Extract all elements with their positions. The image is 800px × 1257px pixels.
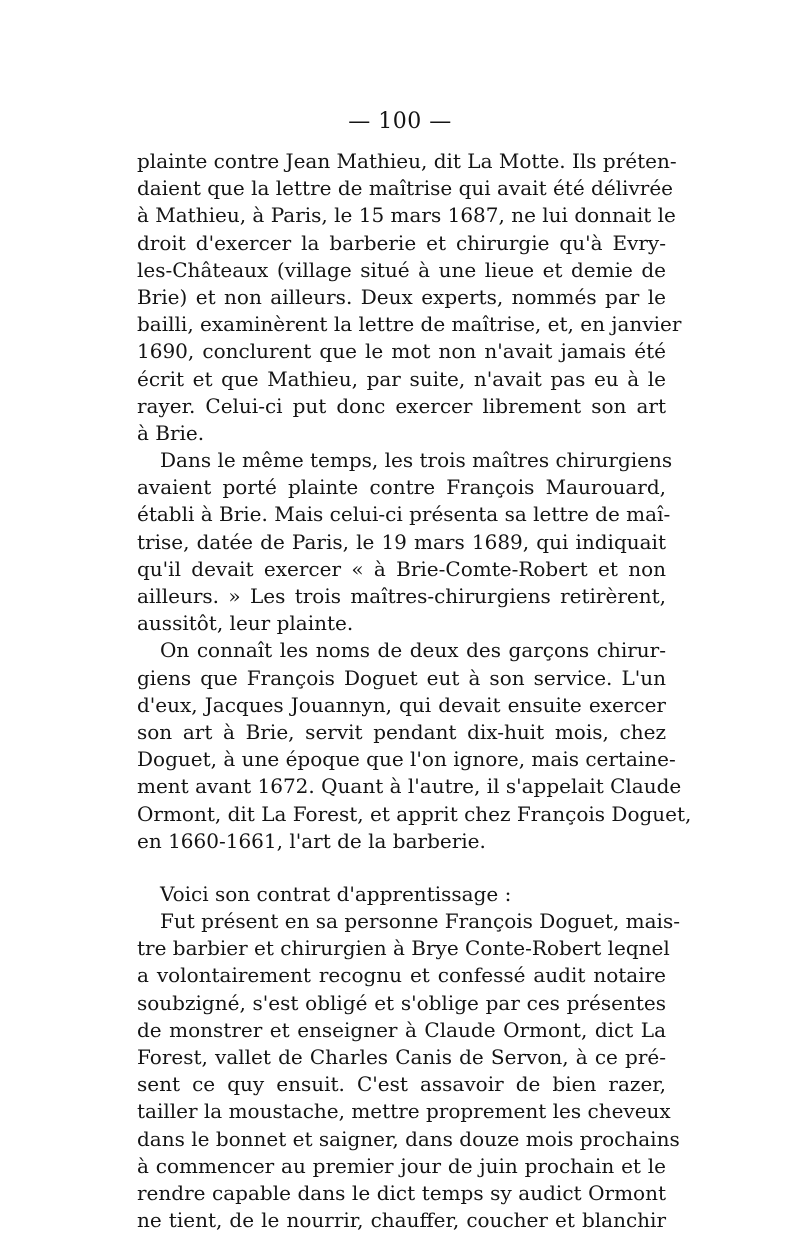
text-line: qu'il devait exercer « à Brie-Comte-Robert et non	[137, 556, 666, 581]
text-line: On connaît les noms de deux des garçons chirur-	[160, 638, 666, 663]
text-line: a volontairement recognu et confessé audit notaire	[137, 963, 666, 988]
paragraph-4	[137, 881, 666, 908]
text-line: Doguet, à une époque que l'on ignore, mais certaine-	[137, 747, 676, 772]
text-line: Fut présent en sa personne François Doguet, mais-	[160, 909, 680, 934]
paragraph-5	[137, 908, 680, 1234]
text-line: bailli, examinèrent la lettre de maîtrise, et, en janvier	[137, 312, 682, 337]
text-line: rendre capable dans le dict temps sy audict Ormont	[137, 1180, 666, 1205]
text-line: aussitôt, leur plainte.	[137, 611, 354, 636]
paragraph-3	[137, 637, 692, 855]
text-line: tre barbier et chirurgien à Brye Conte-Robert leqnel	[137, 936, 670, 961]
body-text	[137, 148, 692, 1234]
text-line: d'eux, Jacques Jouannyn, qui devait ensuite exercer	[137, 692, 666, 717]
page-number: — 100 —	[348, 109, 452, 134]
text-line: droit d'exercer la barberie et chirurgie qu'à Evry-	[137, 230, 666, 255]
text-line: dans le bonnet et saigner, dans douze mois prochains	[137, 1126, 680, 1151]
text-line: 1690, conclurent que le mot non n'avait jamais été	[137, 339, 666, 364]
text-line: en 1660-1661, l'art de la barberie.	[137, 828, 486, 853]
text-line: tailler la moustache, mettre proprement les cheveux	[137, 1099, 671, 1124]
text-line: les-Châteaux (village situé à une lieue et demie de	[137, 257, 666, 282]
text-line: Dans le même temps, les trois maîtres chirurgiens	[160, 448, 673, 473]
text-line: Brie) et non ailleurs. Deux experts, nommés par le	[137, 284, 666, 309]
text-line: établi à Brie. Mais celui-ci présenta sa lettre de maî-	[137, 502, 671, 527]
text-line: sent ce quy ensuit. C'est assavoir de bien razer,	[137, 1072, 666, 1097]
text-line: de monstrer et enseigner à Claude Ormont, dict La	[137, 1017, 666, 1042]
text-line: ailleurs. » Les trois maîtres-chirurgiens retirèrent,	[137, 584, 666, 608]
paragraph-2	[137, 447, 673, 637]
text-line: rayer. Celui-ci put donc exercer librement son art	[137, 393, 666, 418]
text-line: ne tient, de le nourrir, chauffer, coucher et blanchir	[137, 1208, 666, 1233]
text-line: Ormont, dit La Forest, et apprit chez François Doguet,	[137, 801, 692, 826]
text-line: à Brie.	[137, 420, 205, 445]
text-line: daient que la lettre de maîtrise qui avait été délivrée	[137, 176, 673, 201]
text-line: Forest, vallet de Charles Canis de Servon, à ce pré-	[137, 1045, 666, 1069]
text-line: trise, datée de Paris, le 19 mars 1689, qui indiquait	[137, 529, 666, 554]
text-line: ment avant 1672. Quant à l'autre, il s'appelait Claude	[137, 774, 682, 799]
text-line: avaient porté plainte contre François Maurouard,	[137, 475, 666, 500]
text-line: écrit et que Mathieu, par suite, n'avait pas eu à le	[137, 366, 666, 391]
text-line: à commencer au premier jour de juin prochain et le	[137, 1153, 666, 1178]
section-gap	[137, 855, 666, 881]
paragraph-1	[137, 148, 682, 447]
text-line: son art à Brie, servit pendant dix-huit mois, chez	[137, 719, 666, 744]
text-line: giens que François Doguet eut à son service. L'un	[137, 665, 666, 690]
text-line: plainte contre Jean Mathieu, dit La Motte. Ils préten-	[137, 149, 677, 173]
text-line: à Mathieu, à Paris, le 15 mars 1687, ne lui donnait le	[137, 203, 676, 228]
text-line: soubzigné, s'est obligé et s'oblige par ces présentes	[137, 990, 666, 1015]
text-line: Voici son contrat d'apprentissage :	[160, 881, 512, 906]
